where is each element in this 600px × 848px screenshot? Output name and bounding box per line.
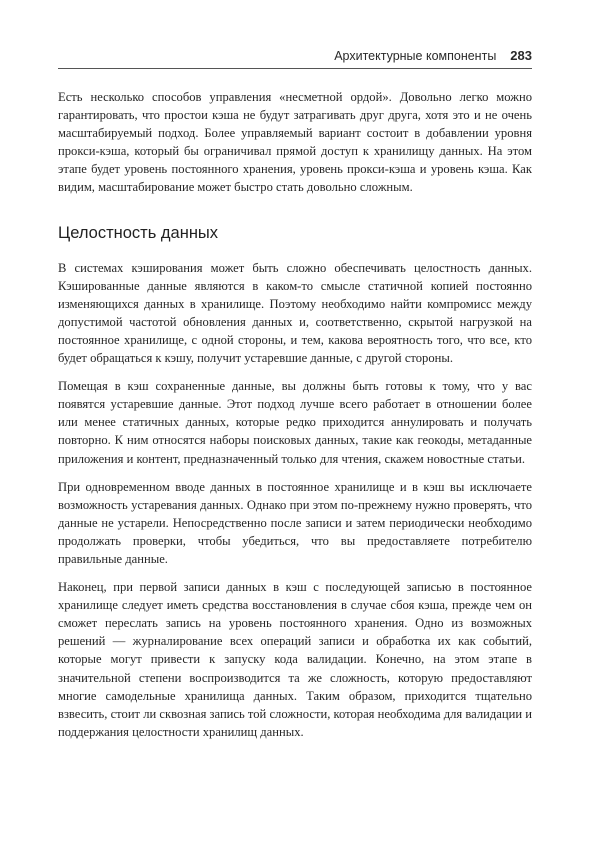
page-number: 283 xyxy=(510,48,532,63)
section-paragraph-3: При одновременном вводе данных в постоянное хранилище и в кэш вы исключаете возможность устаревания данных. Однако при этом по-прежнему нужно проверять, что данные не устарели. Непосредственно после записи и затем периодически необходимо продолжать проверки, чтобы убедиться, что вы предоставляете потребителю правильные данные. xyxy=(58,479,532,566)
section-paragraph-1: В системах кэширования может быть сложно обеспечивать целостность данных. Кэшированные данные являются в каком-то смысле статичной копией постоянно изменяющихся данных в хранилище. Поэтому необходимо найти компромисс между допустимой частотой обновления данных и, соответственно, скрытой нагрузкой на постоянное хранилище, с одной стороны, и тем, какова вероятность того, что все, кто будет обращаться к кэшу, получит устаревшие данные, с другой стороны. xyxy=(58,260,532,366)
body-text xyxy=(58,88,532,751)
intro-paragraph: Есть несколько способов управления «несметной ордой». Довольно легко можно гарантировать, что простои кэша не будут затрагивать друг друга, хотя это и не очень масштабируемый подход. Более управляемый вариант состоит в добавлении уровня прокси-кэша, который бы ограничивал прямой доступ к хранилищу данных. На этом этапе будет уровень постоянного хранения, уровень прокси-кэша и уровень кэша. Как видим, масштабирование может быстро стать довольно сложным. xyxy=(58,90,532,195)
header-rule xyxy=(58,68,532,69)
running-title: Архитектурные компоненты xyxy=(334,49,497,63)
running-header xyxy=(58,48,532,66)
section-heading: Целостность данных xyxy=(58,223,219,242)
section-paragraph-2: Помещая в кэш сохраненные данные, вы должны быть готовы к тому, что у вас появятся устаревшие данные. Этот подход лучше всего работает в отношении более или менее статичных данных, которые редко приходится аннулировать и получать повторно. К ним относятся наборы поисковых данных, такие как геокоды, метаданные приложения и контент, предназначенный только для чтения, скажем новостные статьи. xyxy=(58,379,532,466)
section-paragraph-4: Наконец, при первой записи данных в кэш с последующей записью в постоянное хранилище следует иметь средства восстановления в случае сбоя кэша, прежде чем он сможет переслать запись на уровень постоянного хранения. Одно из возможных решений — журналирование всех операций записи и обработка их как событий, которые могут привести к запуску кода валидации. Конечно, на этом этапе в значительной степени воспроизводится та же сложность, которую предоставляют многие самодельные хранилища данных. Таким образом, приходится тщательно взвесить, стоит ли сквозная запись той сложности, которая необходима для валидации и поддержания целостности хранилищ данных. xyxy=(58,580,532,739)
